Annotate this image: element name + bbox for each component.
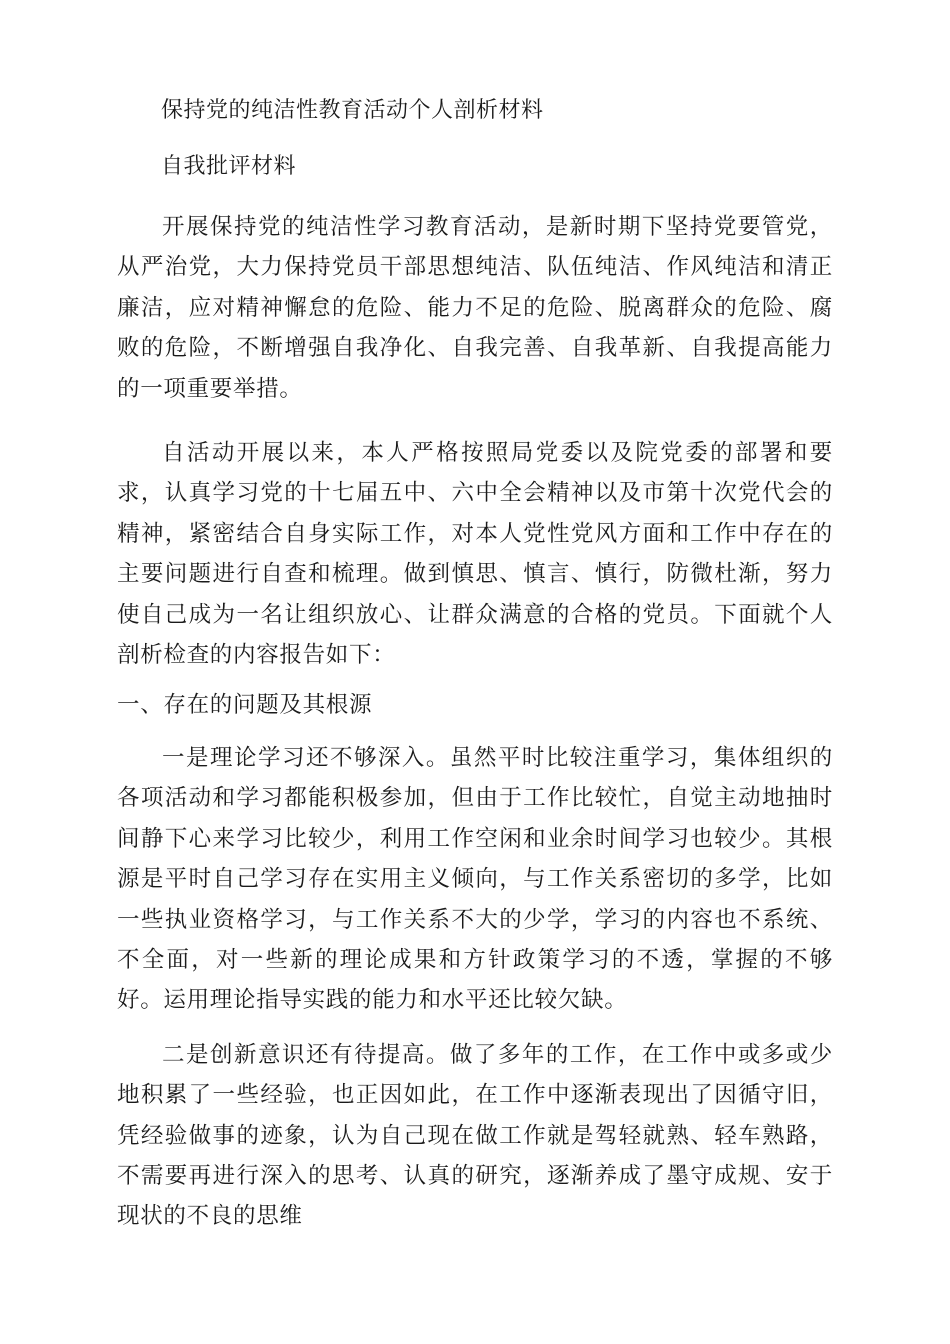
paragraph-problem-1: 一是理论学习还不够深入。虽然平时比较注重学习，集体组织的各项活动和学习都能积极参加，但由于工作比较忙，自觉主动地抽时间静下心来学习比较少，利用工作空闲和业余时间学习也较少。其根源是平时自己学习存在实用主义倾向，与工作关系密切的多学，比如一些执业资格学习，与工作关系不大的少学，学习的内容也不系统、不全面，对一些新的理论成果和方针政策学习的不透，掌握的不够好。运用理论指导实践的能力和水平还比较欠缺。 (117, 744, 833, 1014)
document-page (117, 88, 833, 1237)
paragraph-problem-2: 二是创新意识还有待提高。做了多年的工作，在工作中或多或少地积累了一些经验，也正因如此，在工作中逐渐表现出了因循守旧，凭经验做事的迹象，认为自己现在做工作就是驾轻就熟、轻车熟路，不需要再进行深入的思考、认真的研究，逐渐养成了墨守成规、安于现状的不良的思维 (117, 1041, 833, 1230)
paragraph-intro: 开展保持党的纯洁性学习教育活动，是新时期下坚持党要管党，从严治党，大力保持党员干部思想纯洁、队伍纯洁、作风纯洁和清正廉洁，应对精神懈怠的危险、能力不足的危险、脱离群众的危险、腐败的危险，不断增强自我净化、自我完善、自我革新、自我提高能力的一项重要举措。 (117, 214, 833, 402)
document-title: 保持党的纯洁性教育活动个人剖析材料 (161, 98, 544, 123)
paragraph-activity: 自活动开展以来，本人严格按照局党委以及院党委的部署和要求，认真学习党的十七届五中、六中全会精神以及市第十次党代会的精神，紧密结合自身实际工作，对本人党性党风方面和工作中存在的主要问题进行自查和梳理。做到慎思、慎言、慎行，防微杜渐，努力使自己成为一名让组织放心、让群众满意的合格的党员。下面就个人剖析检查的内容报告如下： (117, 440, 833, 669)
document-subtitle: 自我批评材料 (161, 154, 297, 179)
section-heading: 一、存在的问题及其根源 (117, 692, 373, 719)
